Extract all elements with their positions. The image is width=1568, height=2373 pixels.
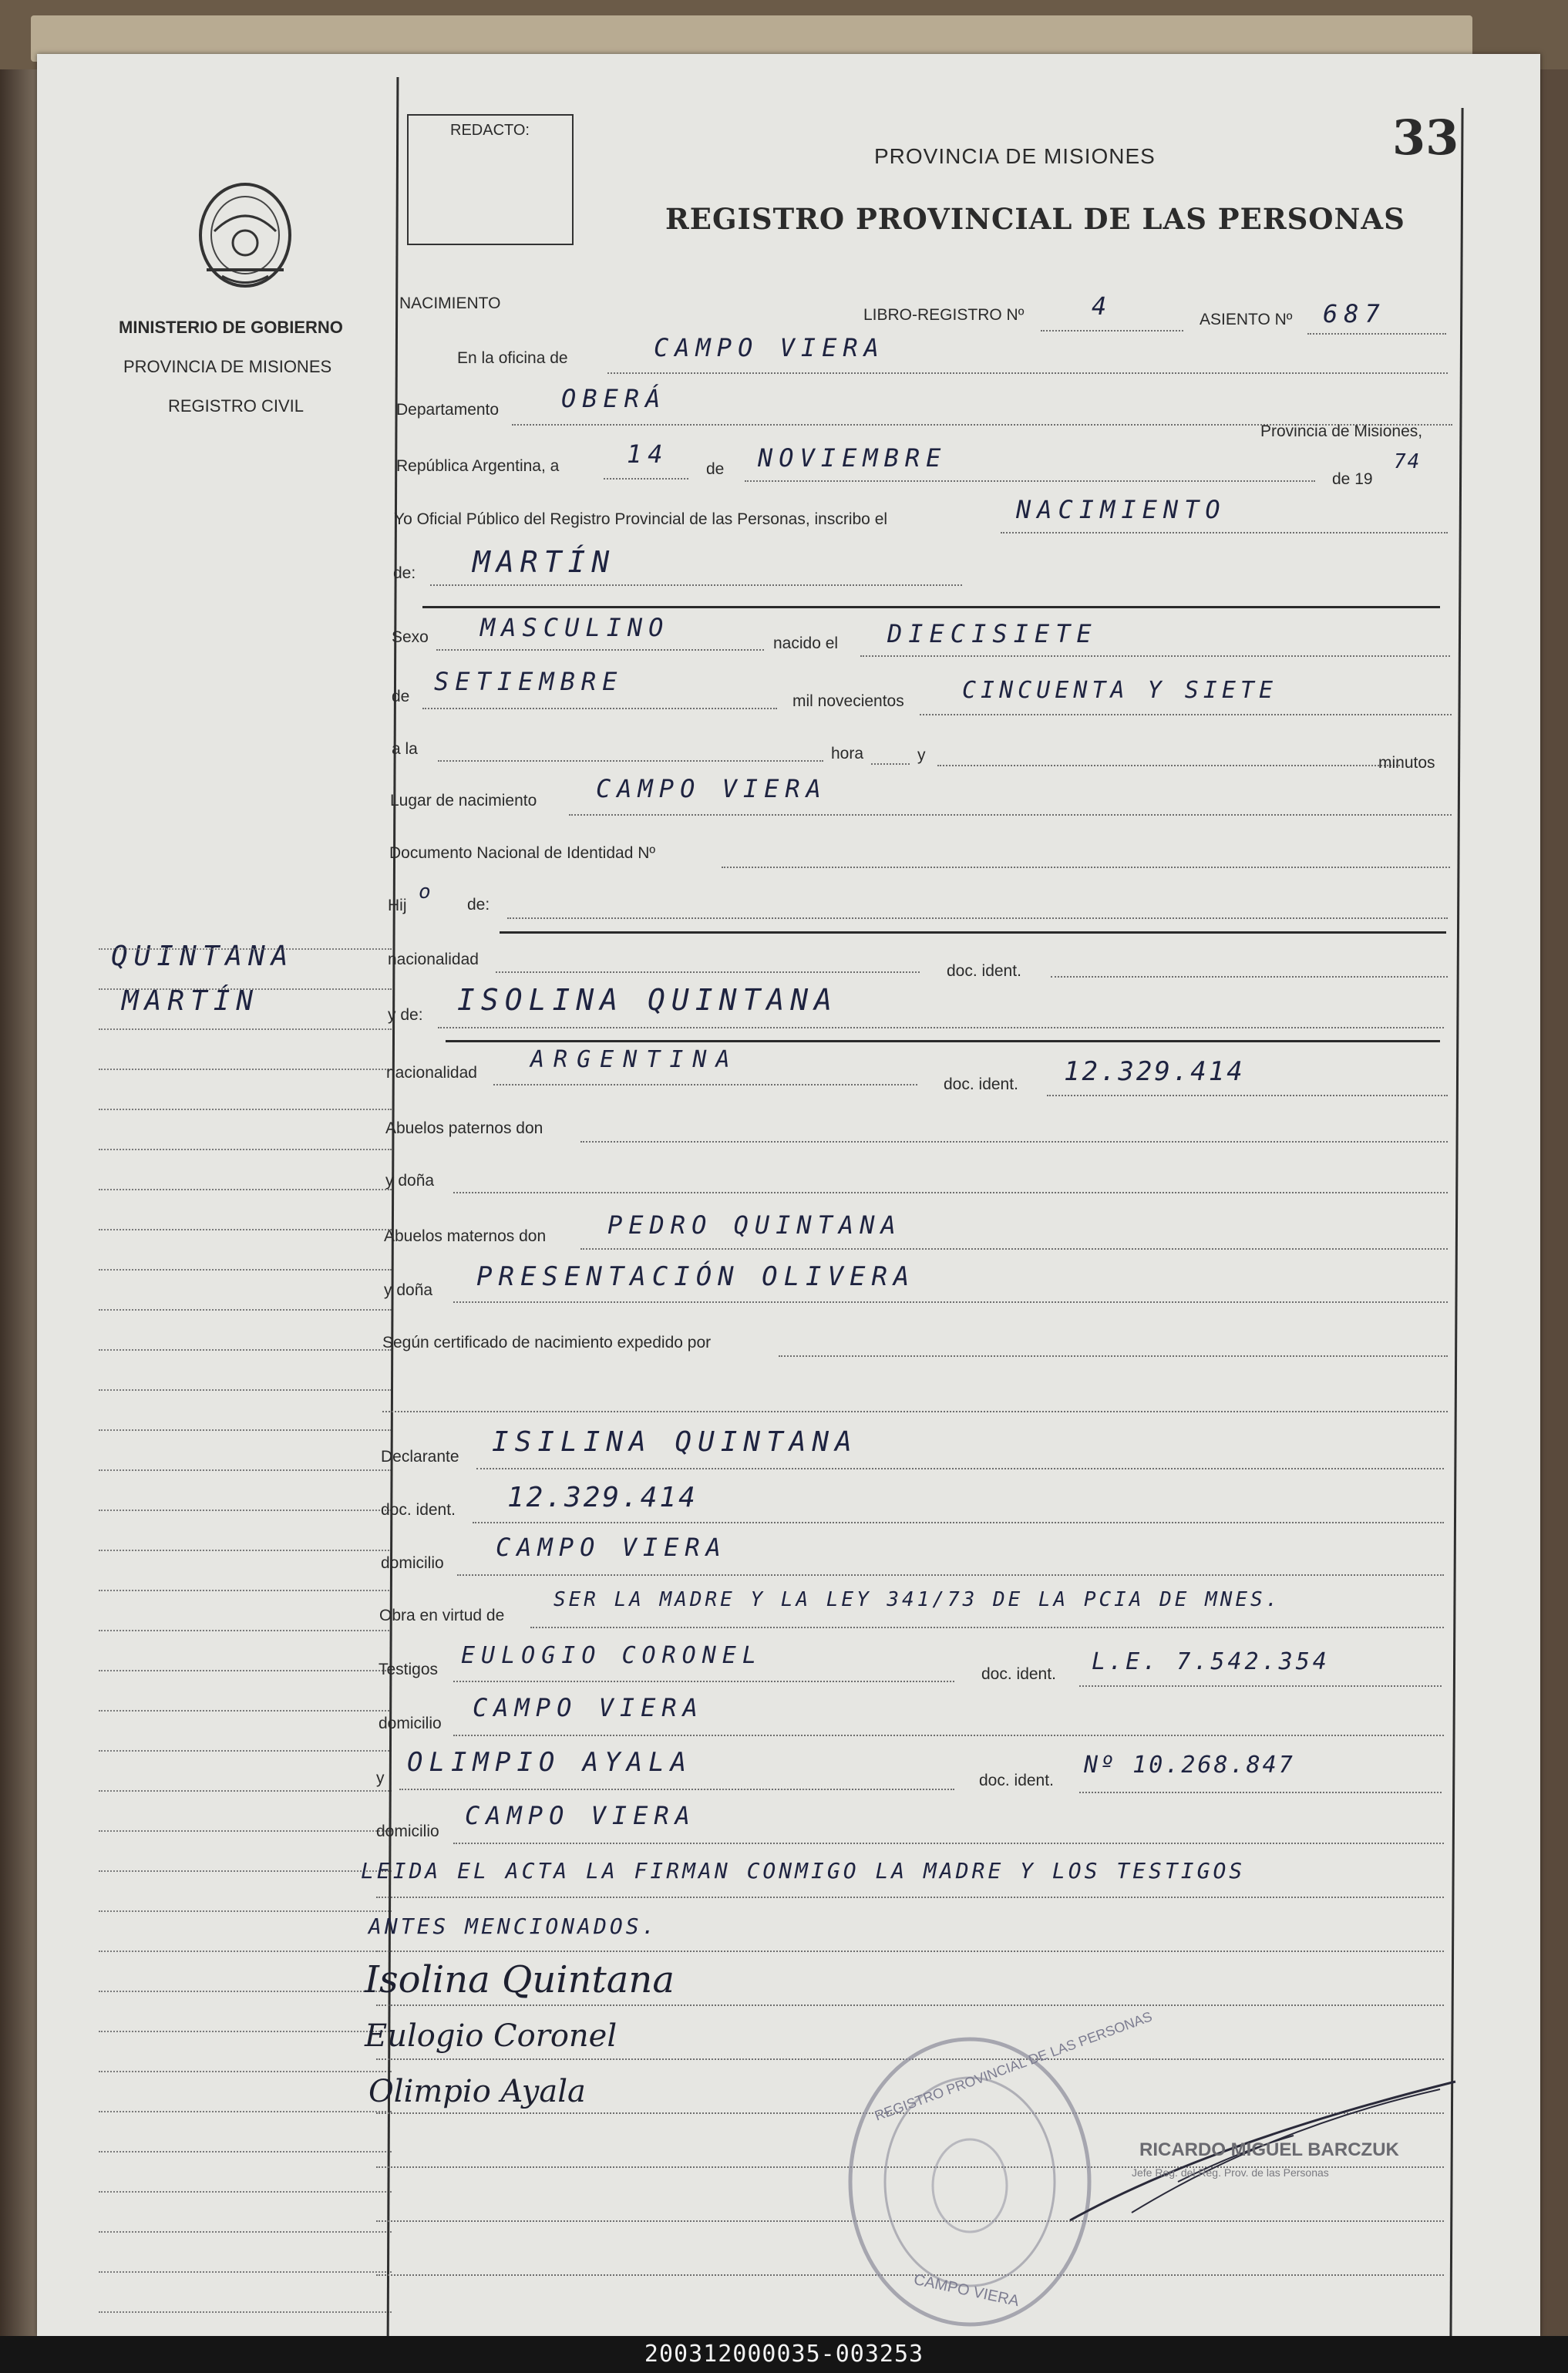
domicilio2-value: CAMPO VIERA [473,1693,704,1722]
mother-underline [446,1040,1440,1042]
coat-of-arms-icon [191,177,299,293]
abuelos-mat-label: Abuelos maternos don [384,1227,547,1245]
nacionalidad2-label: nacionalidad [386,1064,477,1082]
departamento-value: OBERÁ [561,384,667,413]
mil-label: mil novecientos [792,692,904,710]
obra-label: Obra en virtud de [379,1607,505,1624]
margin-ruled-line [99,1951,392,1952]
margin-ruled-line [99,1590,392,1591]
domicilio-value: CAMPO VIERA [496,1533,727,1562]
margin-ruled-line [99,2111,392,2112]
margin-ruled-line [99,1750,392,1752]
stamp-text: REGISTRO PROVINCIAL DE LAS PERSONAS [872,2008,1155,2124]
y-de-label: y de: [388,1006,423,1024]
sexo-label: Sexo [392,628,429,646]
abuelo-mat-value: PEDRO QUINTANA [607,1210,902,1240]
margin-ruled-line [99,948,392,950]
nacido-year-value: CINCUENTA Y SIETE [962,677,1278,704]
republica-label: República Argentina, a [396,457,560,475]
madre-value: ISOLINA QUINTANA [457,983,839,1017]
register-page [37,54,1540,2336]
testigo2-doc-label: doc. ident. [979,1772,1054,1789]
margin-ruled-line [99,1189,392,1190]
certificado-label: Según certificado de nacimiento expedido por [382,1334,712,1351]
doc-ident2-value: 12.329.414 [1064,1056,1245,1087]
hijo-suffix: o [419,880,437,904]
testigo1-value: EULOGIO CORONEL [461,1642,762,1669]
ministry-label: MINISTERIO DE GOBIERNO [119,318,343,337]
domicilio-label: domicilio [381,1554,444,1572]
de2-label: de [392,688,410,705]
libro-value: 4 [1092,291,1113,321]
stamp-bottom-text: CAMPO VIERA [912,2270,1021,2311]
margin-ruled-line [99,2071,392,2072]
margin-ruled-line [99,1670,392,1671]
testigo2-doc-value: Nº 10.268.847 [1084,1752,1295,1779]
note-line-2: ANTES MENCIONADOS. [368,1914,658,1939]
nacionalidad-label: nacionalidad [388,951,479,968]
margin-ruled-line [99,2031,392,2032]
dni-label: Documento Nacional de Identidad Nº [389,844,656,862]
margin-ruled-line [99,2271,392,2273]
obra-value: SER LA MADRE Y LA LEY 341/73 DE LA PCIA DE MNES. [554,1588,1281,1611]
margin-ruled-line [99,1870,392,1872]
name-underline [422,606,1440,608]
margin-ruled-line [99,2191,392,2193]
hijo-de-label: de: [467,896,490,914]
margin-given-name: MARTÍN [122,985,260,1017]
day-value: 14 [627,439,669,469]
domicilio2-label: domicilio [379,1715,442,1732]
redacto-box [407,114,574,245]
doc-ident-label: doc. ident. [947,962,1021,980]
nacido-day-value: DIECISIETE [887,619,1098,648]
de-colon-label: de: [393,564,416,582]
testigos-label: Testigos [379,1661,439,1678]
abuela-mat-value: PRESENTACIÓN OLIVERA [476,1261,916,1292]
oficina-value: CAMPO VIERA [654,333,885,362]
margin-ruled-line [99,1109,392,1110]
margin-ruled-line [99,1269,392,1271]
asiento-label: ASIENTO Nº [1200,311,1293,328]
hijo-label: Hij [388,897,407,914]
asiento-value: 687 [1323,299,1386,328]
margin-ruled-line [99,1630,392,1631]
margin-ruled-line [99,1149,392,1150]
margin-ruled-line [99,1229,392,1230]
margin-ruled-line [99,1991,392,1992]
declarante-label: Declarante [381,1448,459,1466]
margin-ruled-line [99,1910,392,1912]
image-id-footer: 200312000035-003253 [0,2336,1568,2373]
father-underline [500,931,1446,934]
oficina-label: En la oficina de [457,349,568,367]
hora-label: hora [831,745,864,762]
departamento-label: Departamento [396,401,500,419]
margin-surname: QUINTANA [111,941,294,972]
year-value: 74 [1394,450,1422,473]
lugar-label: Lugar de nacimiento [390,792,537,810]
margin-ruled-line [99,1550,392,1551]
note-line-1: LEIDA EL ACTA LA FIRMAN CONMIGO LA MADRE Y LOS TESTIGOS [361,1858,1246,1883]
domicilio3-value: CAMPO VIERA [465,1801,696,1830]
y-dona-label: y doña [385,1172,435,1190]
margin-ruled-line [99,1028,392,1030]
nacido-label: nacido el [773,634,839,652]
acto-value: NACIMIENTO [1016,495,1226,524]
nacimiento-label: NACIMIENTO [399,295,501,312]
signature-witness-2: Olimpio Ayala [368,2074,586,2109]
de-label: de [706,460,725,478]
oficial-label: Yo Oficial Público del Registro Provincial de las Personas, inscribo el [394,510,888,528]
month-value: NOVIEMBRE [758,443,947,473]
margin-ruled-line [99,1510,392,1511]
registry-label: REGISTRO CIVIL [168,396,305,416]
testigo1-doc-label: doc. ident. [981,1665,1056,1683]
doc-ident2-label: doc. ident. [944,1075,1018,1093]
margin-ruled-line [99,988,392,990]
decl-doc-value: 12.329.414 [507,1482,698,1513]
margin-ruled-line [99,1790,392,1792]
abuelos-pat-label: Abuelos paternos don [385,1119,543,1137]
margin-ruled-line [99,1830,392,1832]
margin-ruled-line [99,2151,392,2153]
a-la-label: a la [392,740,418,758]
province-label: PROVINCIA DE MISIONES [123,357,332,376]
decl-doc-label: doc. ident. [381,1501,456,1519]
nacionalidad2-value: ARGENTINA [530,1046,739,1073]
domicilio3-label: domicilio [376,1823,439,1840]
margin-ruled-line [99,1389,392,1391]
nacido-month-value: SETIEMBRE [434,667,624,696]
y2-label: y [376,1769,385,1787]
margin-ruled-line [99,1469,392,1471]
margin-ruled-line [99,2231,392,2233]
testigo1-doc-value: L.E. 7.542.354 [1092,1648,1330,1675]
sexo-value: MASCULINO [480,613,670,642]
official-title: Jefe Reg. del Reg. Prov. de las Personas [1132,2166,1329,2179]
page-number: 33 [1392,109,1459,166]
lugar-value: CAMPO VIERA [596,774,827,803]
right-border [1449,108,1463,2344]
margin-ruled-line [99,1349,392,1351]
margin-ruled-line [99,1710,392,1712]
libro-label: LIBRO-REGISTRO Nº [863,306,1025,324]
margin-ruled-line [99,1429,392,1431]
declarante-value: ISILINA QUINTANA [492,1426,858,1458]
registry-title: REGISTRO PROVINCIAL DE LAS PERSONAS [665,202,1405,236]
year-label: de 19 [1332,470,1373,488]
y-dona2-label: y doña [384,1281,433,1299]
testigo2-value: OLIMPIO AYALA [407,1747,693,1778]
provincia-suffix: Provincia de Misiones, [1260,422,1423,440]
margin-ruled-line [99,1309,392,1311]
province-heading: PROVINCIA DE MISIONES [874,144,1156,168]
official-name: RICARDO MIGUEL BARCZUK [1139,2139,1399,2160]
y-label: y [917,746,926,764]
signature-mother: Isolina Quintana [365,1958,675,2001]
margin-ruled-line [99,2311,392,2313]
redacto-label: REDACTO: [450,122,530,139]
margin-ruled-line [99,1069,392,1070]
signature-witness-1: Eulogio Coronel [365,2018,617,2054]
nombre-value: MARTÍN [473,545,616,579]
minutos-label: minutos [1378,754,1435,772]
